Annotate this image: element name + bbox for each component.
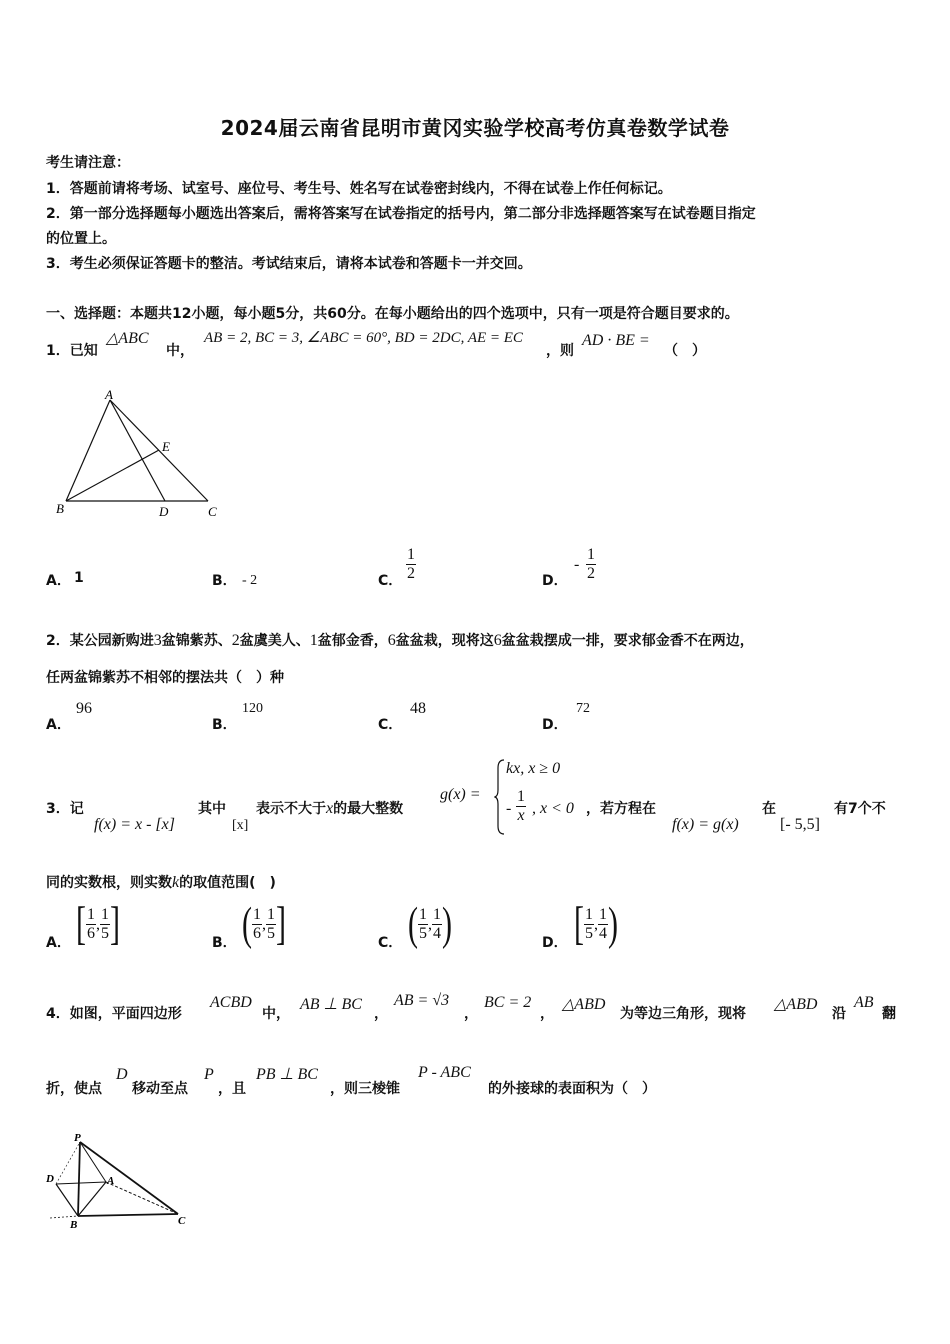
q4-perp-2: PB ⊥ BC bbox=[256, 1066, 318, 1083]
q4-l2-3: ，且 bbox=[218, 1081, 246, 1097]
q1-option-d-sign: - bbox=[574, 556, 580, 573]
q3-option-d-label: D． bbox=[542, 935, 568, 951]
q4-pyramid-figure bbox=[44, 1128, 200, 1232]
q3-case-1: kx, x ≥ 0 bbox=[506, 760, 561, 777]
q3-equation: f(x) = g(x) bbox=[672, 816, 739, 833]
q3-tail: 有7个不 bbox=[834, 801, 886, 817]
q3-floor-symbol: [x] bbox=[232, 818, 249, 833]
q4-p3: ， bbox=[374, 1006, 388, 1022]
q1-mid: 中， bbox=[166, 343, 194, 359]
q3-prefix: 3．记 bbox=[46, 801, 84, 817]
q3-option-d-interval: [ $\frac{1}{5}$ , $\frac{1}{4}$ ) bbox=[574, 898, 618, 950]
q1-then: ，则 bbox=[546, 343, 574, 359]
q4-p8: 翻 bbox=[882, 1006, 896, 1022]
q1-triangle-figure bbox=[48, 386, 228, 522]
q2-option-c-value: 48 bbox=[410, 700, 426, 717]
q3-ruo: ，若方程在 bbox=[586, 801, 656, 817]
q2-option-b-value: 120 bbox=[242, 701, 263, 716]
q4-bc-length: BC = 2 bbox=[484, 994, 532, 1011]
q4-l2-4: ，则三棱锥 bbox=[330, 1081, 400, 1097]
q4-abd-2: △ABD bbox=[774, 996, 818, 1013]
notice-item-3: 3．考生必须保证答题卡的整洁。考试结束后，请将本试卷和答题卡一并交回。 bbox=[46, 256, 532, 272]
q3-fx-definition: f(x) = x - [x] bbox=[94, 816, 175, 833]
q2-option-a-value: 96 bbox=[76, 700, 92, 717]
q1-option-d-label: D． bbox=[542, 573, 568, 589]
q3-case-2-sign: - bbox=[506, 800, 512, 817]
q4-p1: 4．如图，平面四边形 bbox=[46, 1006, 182, 1022]
page-title: 2024届云南省昆明市黄冈实验学校高考仿真卷数学试卷 bbox=[220, 116, 730, 140]
q1-triangle: △ABC bbox=[106, 330, 149, 347]
q4-acbd: ACBD bbox=[210, 994, 252, 1011]
q3-option-a-label: A． bbox=[46, 935, 71, 951]
q3-range: [- 5,5] bbox=[780, 816, 820, 833]
q4-point-p: P bbox=[204, 1066, 214, 1083]
q3-case-2-fraction: $\frac{1}{x}$ bbox=[517, 788, 525, 824]
q3-qizhong: 其中 bbox=[198, 801, 226, 817]
q3-option-c-label: C． bbox=[378, 935, 403, 951]
q4-label-d: D bbox=[46, 1173, 54, 1185]
q1-expression: AD · BE = bbox=[582, 332, 650, 349]
q4-point-d: D bbox=[116, 1066, 128, 1083]
notice-heading: 考生请注意： bbox=[46, 155, 130, 171]
q3-option-b-interval: ( $\frac{1}{6}$ , $\frac{1}{5}$ ] bbox=[242, 898, 286, 950]
q4-p5: ， bbox=[540, 1006, 554, 1022]
q4-l2-1: 折，使点 bbox=[46, 1081, 102, 1097]
q2-line-1: 2．某公园新购进3盆锦紫苏、2盆虞美人、1盆郁金香，6盆盆栽，现将这6盆盆栽摆成一排，要求郁金香不在两边， bbox=[46, 632, 754, 649]
q1-option-b-value: - 2 bbox=[242, 573, 258, 588]
q2-line-2: 任两盆锦紫苏不相邻的摆法共（ ）种 bbox=[46, 670, 284, 686]
q3-option-a-interval: [ $\frac{1}{6}$ , $\frac{1}{5}$ ] bbox=[76, 898, 120, 950]
q3-gx: g(x) = bbox=[440, 786, 481, 803]
q1-option-a-label: A． bbox=[46, 573, 71, 589]
q2-option-d-value: 72 bbox=[576, 701, 590, 716]
q4-pyramid: P - ABC bbox=[418, 1064, 471, 1081]
q1-option-c-label: C． bbox=[378, 573, 403, 589]
q3-option-b-label: B． bbox=[212, 935, 237, 951]
q3-desc: 表示不大于x的最大整数 bbox=[256, 800, 404, 817]
q1-label-b: B bbox=[56, 501, 64, 516]
section-heading: 一、选择题：本题共12小题，每小题5分，共60分。在每小题给出的四个选项中，只有一项是符合题目要求的。 bbox=[46, 306, 739, 322]
q2-option-a-label: A． bbox=[46, 717, 71, 733]
q1-option-c-fraction: $\frac{1}{2}$ bbox=[407, 546, 415, 582]
q1-option-d-fraction: $\frac{1}{2}$ bbox=[587, 546, 595, 582]
q4-label-c: C bbox=[178, 1215, 186, 1227]
q4-p2: 中， bbox=[262, 1006, 290, 1022]
q4-p6: 为等边三角形，现将 bbox=[620, 1006, 746, 1022]
q1-label-a: A bbox=[105, 387, 113, 402]
q3-case-2-tail: , x < 0 bbox=[532, 800, 574, 817]
q2-option-b-label: B． bbox=[212, 717, 237, 733]
q2-option-c-label: C． bbox=[378, 717, 403, 733]
q1-label-e: E bbox=[162, 439, 170, 454]
q4-abd: △ABD bbox=[562, 996, 606, 1013]
notice-item-2-cont: 的位置上。 bbox=[46, 231, 116, 247]
q1-condition: AB = 2, BC = 3, ∠ABC = 60°, BD = 2DC, AE = EC bbox=[204, 330, 523, 346]
notice-item-1: 1．答题前请将考场、试室号、座位号、考生号、姓名写在试卷密封线内，不得在试卷上作任何标记。 bbox=[46, 181, 672, 197]
q3-option-c-interval: ( $\frac{1}{5}$ , $\frac{1}{4}$ ) bbox=[408, 898, 452, 950]
q3-line-2: 同的实数根，则实数k的取值范围( ) bbox=[46, 874, 276, 891]
q1-label-c: C bbox=[208, 504, 217, 519]
q4-p7: 沿 bbox=[832, 1006, 846, 1022]
q1-option-a-value: 1 bbox=[74, 570, 84, 586]
q4-ab-2: AB bbox=[854, 994, 874, 1011]
q1-paren: （ ） bbox=[664, 343, 706, 359]
q1-option-b-label: B． bbox=[212, 573, 237, 589]
q1-prefix: 1．已知 bbox=[46, 343, 98, 359]
q4-label-p: P bbox=[74, 1132, 81, 1144]
q4-p4: ， bbox=[464, 1006, 478, 1022]
notice-item-2: 2．第一部分选择题每小题选出答案后，需将答案写在试卷指定的括号内，第二部分非选择题答案写在试卷题目指定 bbox=[46, 206, 756, 222]
q4-ab-length: AB = √3 bbox=[394, 992, 450, 1009]
q4-l2-5: 的外接球的表面积为（ ） bbox=[488, 1081, 656, 1097]
q3-zai: 在 bbox=[762, 801, 776, 817]
q4-label-a: A bbox=[107, 1175, 115, 1187]
q2-option-d-label: D． bbox=[542, 717, 568, 733]
q4-label-b: B bbox=[70, 1219, 78, 1231]
q4-l2-2: 移动至点 bbox=[132, 1081, 188, 1097]
q3-piecewise-brace bbox=[494, 758, 506, 836]
q1-label-d: D bbox=[159, 504, 169, 519]
q4-perp-1: AB ⊥ BC bbox=[300, 996, 362, 1013]
